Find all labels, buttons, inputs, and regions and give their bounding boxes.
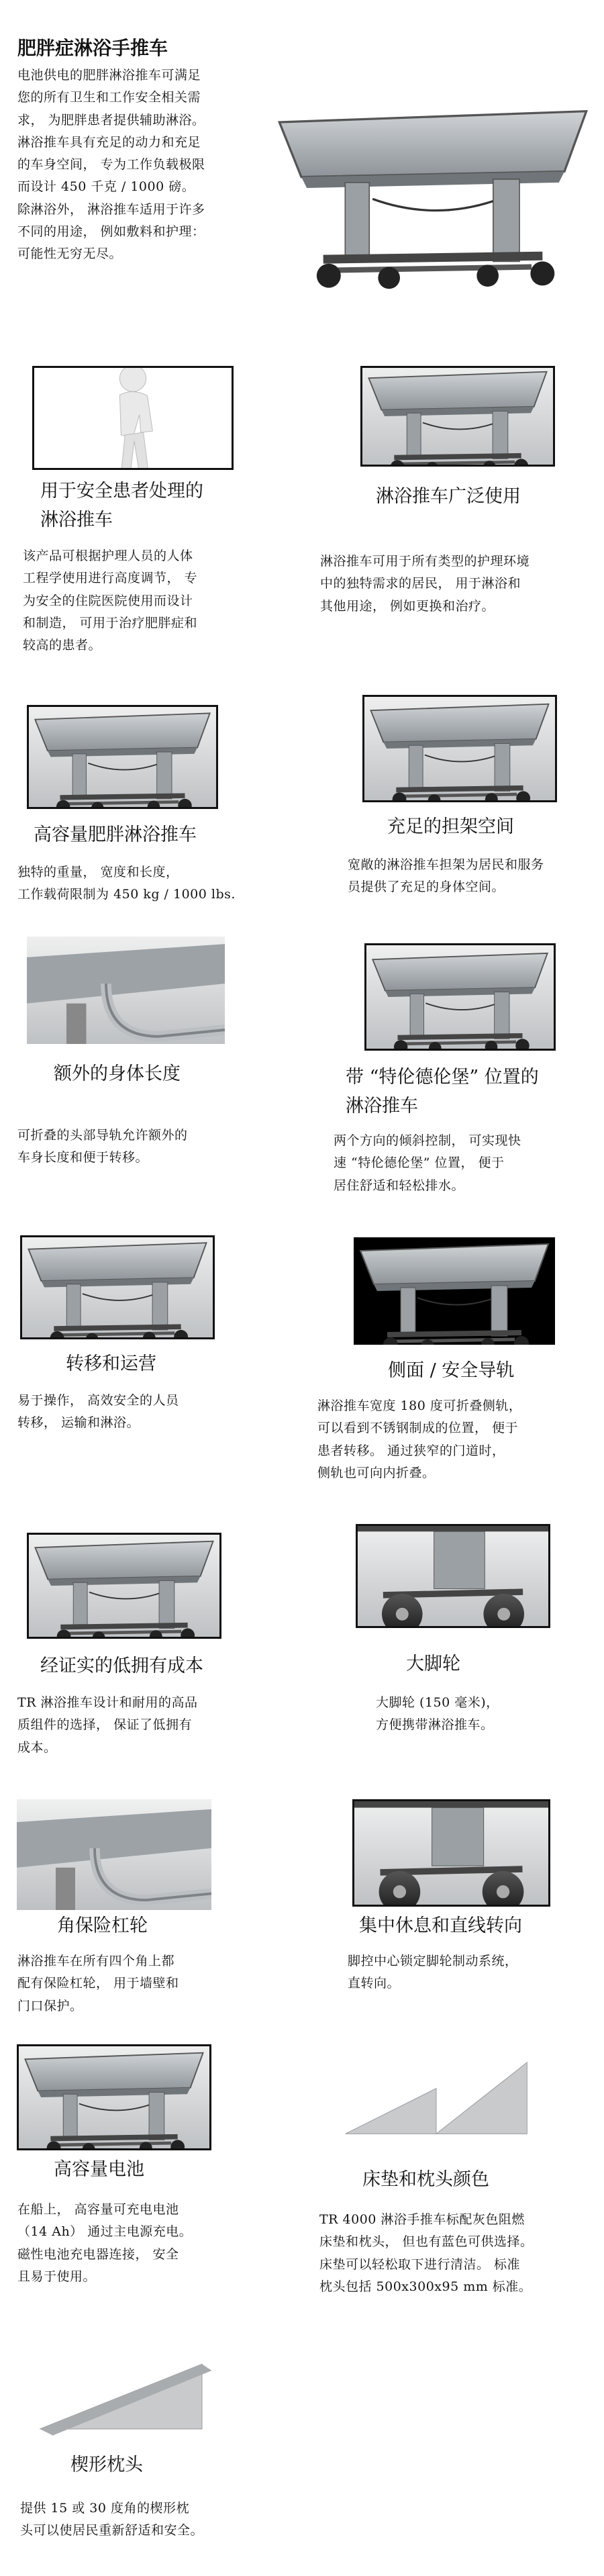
feature-title-wide-use: 淋浴推车广泛使用 <box>376 486 521 507</box>
feature-desc-bumper-wheels: 淋浴推车在所有四个角上都 配有保险杠轮， 用于墙壁和 门口保护。 <box>17 1954 179 2013</box>
feature-desc-safe-handling: 该产品可根据护理人员的人体 工程学使用进行高度调节， 专 为安全的住院医院使用而设计 和制造， 可用于治疗肥胖症和 较高的患者。 <box>23 548 198 653</box>
feature-image-central-brake <box>352 1799 550 1907</box>
feature-image-ample-space <box>362 695 557 802</box>
intro-text: 电池供电的肥胖淋浴推车可满足 您的所有卫生和工作安全相关需 求， 为肥胖患者提供辅助淋浴。 淋浴推车具有充足的动力和充足 的车身空间， 专为工作负载极限 而设计 450 千克 / 1000 磅。 除淋浴外， 淋浴推车适用于许多 不同的用途， 例如敷料和护理： 可能性无穷无尽。 <box>17 68 205 261</box>
feature-title-large-casters: 大脚轮 <box>406 1654 460 1674</box>
feature-title-battery: 高容量电池 <box>54 2159 144 2180</box>
feature-desc-extra-length: 可折叠的头部导轨允许额外的 车身长度和便于转移。 <box>17 1128 188 1165</box>
page-title: 肥胖症淋浴手推车 <box>17 37 168 59</box>
feature-title-extra-length: 额外的身体长度 <box>54 1063 181 1084</box>
feature-title-ample-space: 充足的担架空间 <box>387 816 514 837</box>
feature-desc-low-cost: TR 淋浴推车设计和耐用的高品 质组件的选择， 保证了低拥有 成本。 <box>17 1695 198 1755</box>
feature-image-transfer <box>20 1235 215 1339</box>
feature-title-wedge-pillow: 楔形枕头 <box>70 2454 143 2475</box>
feature-desc-mattress-color: TR 4000 淋浴手推车标配灰色阻燃 床垫和枕头， 但也有蓝色可供选择。 床垫可以轻松取下进行清洁。 标准 枕头包括 500x300x95 mm 标准。 <box>319 2212 534 2294</box>
feature-image-low-cost <box>27 1533 221 1639</box>
feature-title-bumper-wheels: 角保险杠轮 <box>57 1915 148 1936</box>
feature-title-trendelenburg: 带 “特伦德伦堡” 位置的 淋浴推车 <box>346 1067 539 1117</box>
feature-title-transfer: 转移和运营 <box>66 1353 156 1374</box>
feature-desc-ample-space: 宽敞的淋浴推车担架为居民和服务 员提供了充足的身体空间。 <box>348 857 544 895</box>
feature-title-central-brake: 集中休息和直线转向 <box>359 1915 522 1936</box>
feature-title-mattress-color: 床垫和枕头颜色 <box>362 2169 489 2190</box>
feature-desc-side-rails: 淋浴推车宽度 180 度可折叠侧轨， 可以看到不锈钢制成的位置， 便于 患者转移。 通过狭窄的门道时， 侧轨也可向内折叠。 <box>317 1398 522 1480</box>
feature-desc-wedge-pillow: 提供 15 或 30 度角的楔形枕 头可以使居民重新舒适和安全。 <box>20 2501 204 2538</box>
feature-desc-high-capacity: 独特的重量， 宽度和长度， 工作载荷限制为 450 kg / 1000 lbs. <box>17 865 236 902</box>
feature-title-low-cost: 经证实的低拥有成本 <box>40 1656 203 1676</box>
feature-image-side-rails <box>354 1237 555 1345</box>
feature-image-bumper-wheels <box>17 1799 211 1910</box>
feature-desc-trendelenburg: 两个方向的倾斜控制， 可实现快 速 “特伦德伦堡” 位置， 便于 居住舒适和轻松排水。 <box>334 1133 521 1193</box>
feature-title-high-capacity: 高容量肥胖淋浴推车 <box>34 824 197 845</box>
feature-desc-large-casters: 大脚轮 (150 毫米)， 方便携带淋浴推车。 <box>376 1695 499 1733</box>
feature-image-trendelenburg <box>364 943 556 1051</box>
hero-trolley-image <box>268 74 597 302</box>
feature-image-large-casters <box>356 1524 550 1628</box>
feature-image-extra-length <box>27 937 225 1044</box>
feature-image-wide-use <box>360 366 555 467</box>
feature-title-safe-handling: 用于安全患者处理的 淋浴推车 <box>40 481 203 531</box>
feature-desc-wide-use: 淋浴推车可用于所有类型的护理环境 中的独特需求的居民， 用于淋浴和 其他用途， 例如更换和治疗。 <box>320 554 530 614</box>
feature-image-wedge-pillow <box>27 2340 221 2440</box>
feature-desc-battery: 在船上， 高容量可充电电池 （14 Ah） 通过主电源充电。 磁性电池充电器连接， 安全 且易于使用。 <box>17 2202 193 2284</box>
feature-image-battery <box>17 2044 211 2150</box>
feature-image-safe-handling <box>32 366 234 470</box>
feature-title-side-rails: 侧面 / 安全导轨 <box>388 1360 515 1381</box>
feature-image-mattress-color <box>339 2048 534 2155</box>
feature-desc-central-brake: 脚控中心锁定脚轮制动系统， 直转向。 <box>348 1954 518 1991</box>
feature-desc-transfer: 易于操作， 高效安全的人员 转移， 运输和淋浴。 <box>17 1393 179 1431</box>
feature-image-high-capacity <box>27 705 218 809</box>
